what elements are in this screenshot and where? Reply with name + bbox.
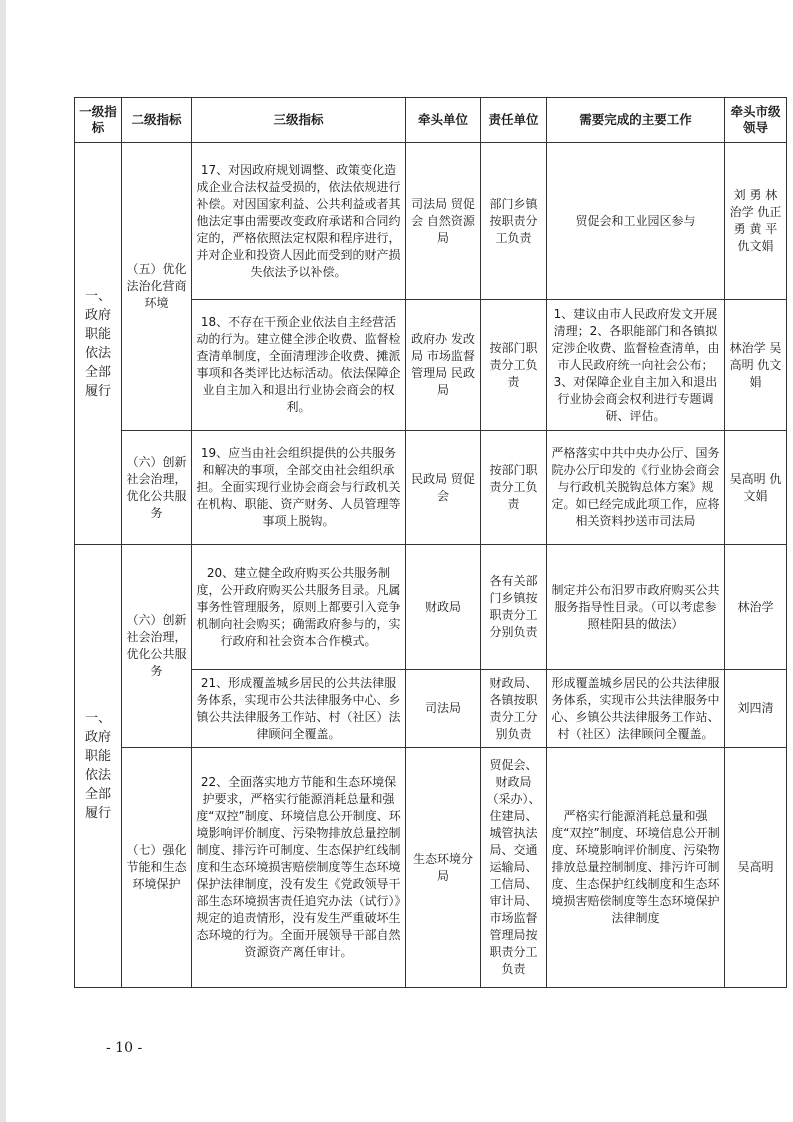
resp-cell: 按部门职责分工负责 [481,431,547,545]
lead-cell: 司法局 [406,670,481,748]
lead-cell: 司法局 贸促会 自然资源局 [406,143,481,300]
resp-cell: 部门乡镇按职责分工负责 [481,143,547,300]
lvl1-cell: 一、政府职能依法全部履行 [75,143,122,545]
leader-cell: 刘四清 [725,670,787,748]
leader-cell: 吴高明 [725,748,787,988]
work-cell: 严格实行能源消耗总量和强度“双控”制度、环境信息公开制度、环境影响评价制度、污染物排放总量控制制度、排污许可制度、生态保护红线制度和生态环境损害赔偿制度等生态环境保护法律制度 [547,748,725,988]
lvl3-cell: 20、建立健全政府购买公共服务制度，公开政府购买公共服务目录。凡属事务性管理服务，原则上都要引入竞争机制向社会购买；确需政府参与的，实行政府和社会资本合作模式。 [192,545,406,670]
lvl2-cell: （六）创新社会治理，优化公共服务 [122,431,192,545]
lvl2-cell: （七）强化节能和生态环境保护 [122,748,192,988]
header-lvl1: 一级指标 [75,98,122,143]
lvl3-cell: 18、不存在干预企业依法自主经营活动的行为。建立健全涉企收费、监督检查清单制度，全面清理涉企收费、摊派事项和各类评比达标活动。依法保障企业自主加入和退出行业协会商会的权利。 [192,300,406,431]
header-leader: 牵头市级领导 [725,98,787,143]
header-lvl2: 二级指标 [122,98,192,143]
resp-cell: 各有关部门乡镇按职责分工分别负责 [481,545,547,670]
resp-cell: 贸促会、财政局（采办）、住建局、城管执法局、交通运输局、工信局、审计局、市场监督管理局按职责分工负责 [481,748,547,988]
work-cell: 制定并公布汨罗市政府购买公共服务指导性目录。（可以考虑参照桂阳县的做法） [547,545,725,670]
header-resp: 责任单位 [481,98,547,143]
leader-cell: 刘 勇 林治学 仇正勇 黄 平 仇文娟 [725,143,787,300]
lvl1-cell: 一、政府职能依法全部履行 [75,545,122,988]
header-row [75,98,787,143]
lead-cell: 财政局 [406,545,481,670]
page-number: - 10 - [106,1040,143,1056]
lvl2-cell: （六）创新社会治理，优化公共服务 [122,545,192,748]
lead-cell: 生态环境分局 [406,748,481,988]
work-cell: 形成覆盖城乡居民的公共法律服务体系，实现市公共法律服务中心、乡镇公共法律服务工作站、村（社区）法律顾问全覆盖。 [547,670,725,748]
lvl2-cell: （五）优化法治化营商环境 [122,143,192,431]
header-lead: 牵头单位 [406,98,481,143]
lead-cell: 民政局 贸促会 [406,431,481,545]
table-row [75,431,787,545]
resp-cell: 财政局、各镇按职责分工分别负责 [481,670,547,748]
header-work: 需要完成的主要工作 [547,98,725,143]
work-cell: 贸促会和工业园区参与 [547,143,725,300]
table-row [75,545,787,670]
work-cell: 1、建议由市人民政府发文开展清理；2、各职能部门和各镇拟定涉企收费、监督检查清单，由市人民政府统一向社会公布；3、对保障企业自主加入和退出行业协会商会权利进行专题调研、评估。 [547,300,725,431]
leader-cell: 林治学 [725,545,787,670]
lvl3-cell: 19、应当由社会组织提供的公共服务和解决的事项，全部交由社会组织承担。全面实现行业协会商会与行政机关在机构、职能、资产财务、人员管理等事项上脱钩。 [192,431,406,545]
header-lvl3: 三级指标 [192,98,406,143]
leader-cell: 吴高明 仇文娟 [725,431,787,545]
indicator-table [74,97,787,988]
lvl3-cell: 17、对因政府规划调整、政策变化造成企业合法权益受损的，依法依规进行补偿。对因国家利益、公共利益或者其他法定事由需要改变政府承诺和合同约定的，严格依照法定权限和程序进行，并对企业和投资人因此而受到的财产损失依法予以补偿。 [192,143,406,300]
lead-cell: 政府办 发改局 市场监督管理局 民政局 [406,300,481,431]
scan-edge [0,0,6,1122]
table-row [75,143,787,300]
lvl3-cell: 21、形成覆盖城乡居民的公共法律服务体系，实现市公共法律服务中心、乡镇公共法律服务工作站、村（社区）法律顾问全覆盖。 [192,670,406,748]
lvl3-cell: 22、全面落实地方节能和生态环境保护要求，严格实行能源消耗总量和强度“双控”制度、环境信息公开制度、环境影响评价制度、污染物排放总量控制制度、排污许可制度、生态保护红线制度和生态环境损害赔偿制度等生态环境保护法律制度，没有发生《党政领导干部生态环境损害责任追究办法（试行）》规定的追责情形，没有发生严重破坏生态环境的行为。全面开展领导干部自然资源资产离任审计。 [192,748,406,988]
leader-cell: 林治学 吴高明 仇文娟 [725,300,787,431]
resp-cell: 按部门职责分工负责 [481,300,547,431]
table-row [75,748,787,988]
work-cell: 严格落实中共中央办公厅、国务院办公厅印发的《行业协会商会与行政机关脱钩总体方案》规定。如已经完成此项工作，应将相关资料抄送市司法局 [547,431,725,545]
